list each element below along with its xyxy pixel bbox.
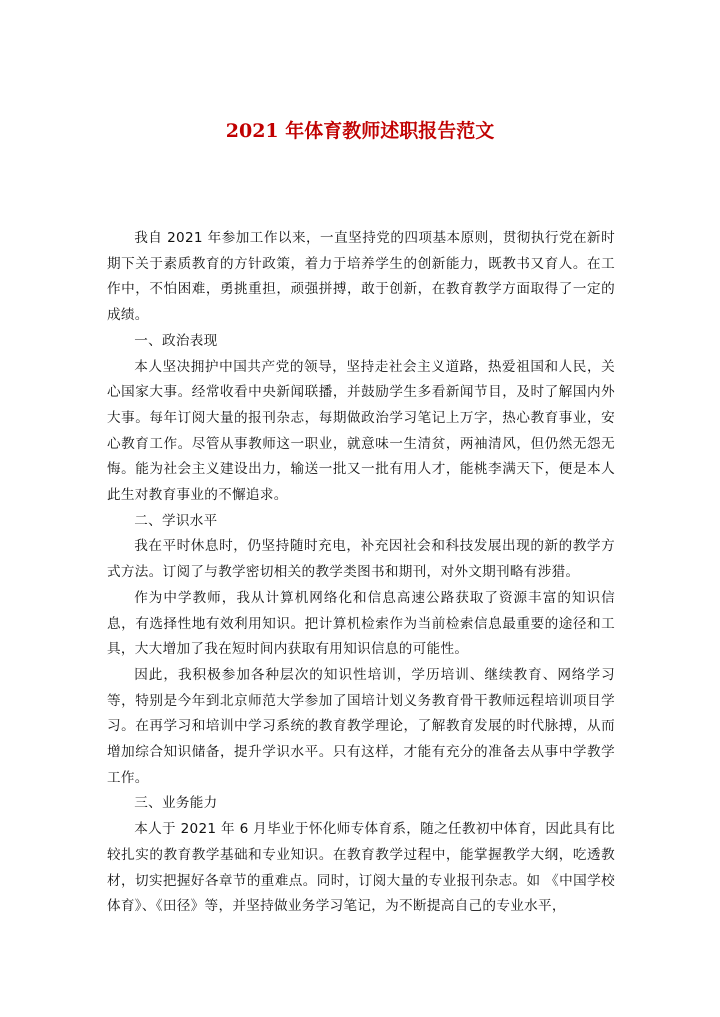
paragraph: 因此，我积极参加各种层次的知识性培训，学历培训、继续教育、网络学习等，特别是今年到北京师范大学参加了国培计划义务教育骨干教师远程培训项目学习。在再学习和培训中学习系统的教育教学理论，了解教育发展的时代脉搏，从而增加综合知识储备，提升学识水平。只有这样，才能有充分的准备去从事中学教学工作。 [107, 666, 615, 786]
document-body [107, 226, 615, 920]
section-heading-politics: 一、政治表现 [134, 332, 218, 349]
section-heading-knowledge: 二、学识水平 [134, 512, 218, 529]
paragraph: 我在平时休息时，仍坚持随时充电，补充因社会和科技发展出现的新的教学方式方法。订阅了与教学密切相关的教学类图书和期刊，对外文期刊略有涉猎。 [107, 538, 615, 581]
intro-paragraph: 我自 2021 年参加工作以来，一直坚持党的四项基本原则，贯彻执行党在新时期下关于素质教育的方针政策，着力于培养学生的创新能力，既教书又育人。在工作中，不怕困难，勇挑重担，顽强拼搏，敢于创新，在教育教学方面取得了一定的成绩。 [107, 230, 615, 324]
document-title: 2021 年体育教师述职报告范文 [225, 120, 495, 142]
paragraph: 本人坚决拥护中国共产党的领导，坚持走社会主义道路，热爱祖国和人民，关心国家大事。经常收看中央新闻联播，并鼓励学生多看新闻节目，及时了解国内外大事。每年订阅大量的报刊杂志，每期做政治学习笔记上万字，热心教育事业，安心教育工作。尽管从事教师这一职业，就意味一生清贫，两袖清风，但仍然无怨无悔。能为社会主义建设出力，输送一批又一批有用人才，能桃李满天下，便是本人此生对教育事业的不懈追求。 [107, 358, 615, 504]
section-heading-ability: 三、业务能力 [134, 795, 218, 812]
paragraph: 本人于 2021 年 6 月毕业于怀化师专体育系，随之任教初中体育，因此具有比较扎实的教育教学基础和专业知识。在教育教学过程中，能掌握教学大纲，吃透教材，切实把握好各章节的重难点。同时，订阅大量的专业报刊杂志。如 《中国学校体育》、《田径》等，并坚持做业务学习笔记，为不断提高自己的专业水平， [107, 821, 615, 915]
paragraph: 作为中学教师，我从计算机网络化和信息高速公路获取了资源丰富的知识信息，有选择性地有效利用知识。把计算机检索作为当前检索信息最重要的途径和工具，大大增加了我在短时间内获取有用知识信息的可能性。 [107, 589, 615, 658]
